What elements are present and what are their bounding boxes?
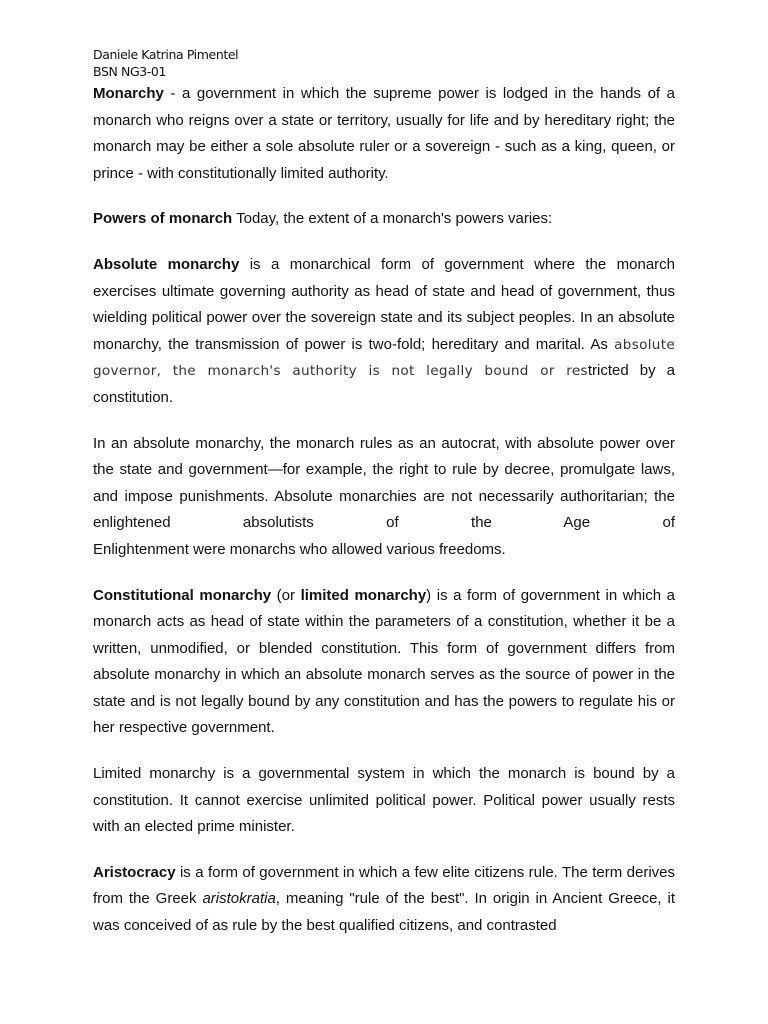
- absolute-pasted-text: absolute governor, the monarch's authority is not legally bound or res: [93, 336, 675, 380]
- aristocracy-text: is a form of government in which a few elite citizens rule. The term derives from the Greek: [93, 863, 675, 908]
- term-aristocracy: Aristocracy: [93, 863, 176, 881]
- autocrat-text-end: Enlightenment were monarchs who allowed various freedoms.: [93, 540, 506, 558]
- author-section: BSN NG3-01: [93, 64, 167, 79]
- term-powers: Powers of monarch: [93, 210, 233, 228]
- document-header: [93, 46, 675, 80]
- paragraph-autocrat-end: [93, 537, 675, 564]
- paragraph-powers: [93, 206, 675, 233]
- paragraph-monarchy: [93, 81, 675, 187]
- powers-text: Today, the extent of a monarch's powers varies:: [232, 210, 553, 228]
- paragraph-absolute-monarchy: [93, 252, 675, 412]
- constitutional-open: (or: [271, 586, 301, 604]
- paragraph-autocrat: [93, 431, 675, 537]
- absolute-tail: tricted by a constitution.: [93, 362, 675, 406]
- paragraph-limited-monarchy: [93, 761, 675, 841]
- monarchy-text: - a government in which the supreme power is lodged in the hands of a monarch who reigns over a state or territory, usually for life and by hereditary right; the monarch may be either a sole absolute ruler or a sovereign - such as a king, queen, or prince - with constitutionally limited authority.: [93, 85, 675, 182]
- limited-text: Limited monarchy is a governmental system in which the monarch is bound by a constitution. It cannot exercise unlimited political power. Political power usually rests with an elected prime minister.: [93, 765, 675, 836]
- term-constitutional-monarchy: Constitutional monarchy: [93, 586, 272, 604]
- term-absolute-monarchy: Absolute monarchy: [93, 255, 240, 273]
- absolute-text: is a monarchical form of government where the monarch exercises ultimate governing authority as head of state and head of government, thus wielding political power over the sovereign state and its subject peoples. In an absolute monarchy, the transmission of power is two-fold; hereditary and marital. As: [93, 255, 675, 353]
- term-limited-monarchy: limited monarchy: [300, 586, 427, 604]
- paragraph-constitutional-monarchy: [93, 583, 675, 743]
- term-monarchy: Monarchy: [93, 85, 164, 102]
- author-name: Daniele Katrina Pimentel: [93, 47, 239, 62]
- aristocracy-tail: , meaning "rule of the best". In origin in Ancient Greece, it was conceived of as rule by the best qualified citizens, and contrasted: [93, 890, 675, 935]
- autocrat-text: In an absolute monarchy, the monarch rules as an autocrat, with absolute power over the state and government—for example, the right to rule by decree, promulgate laws, and impose punishments. Absolute monarchies are not necessarily authoritarian; the enlightened absolutists of the Age of: [93, 434, 675, 532]
- aristocracy-greek-term: aristokratia: [202, 890, 276, 908]
- paragraph-aristocracy: [93, 860, 675, 940]
- constitutional-text: ) is a form of government in which a monarch acts as head of state within the parameters of a constitution, whether it be a written, unmodified, or blended constitution. This form of government differs from absolute monarchy in which an absolute monarch serves as the source of power in the state and is not legally bound by any constitution and has the powers to regulate his or her respective government.: [93, 586, 675, 737]
